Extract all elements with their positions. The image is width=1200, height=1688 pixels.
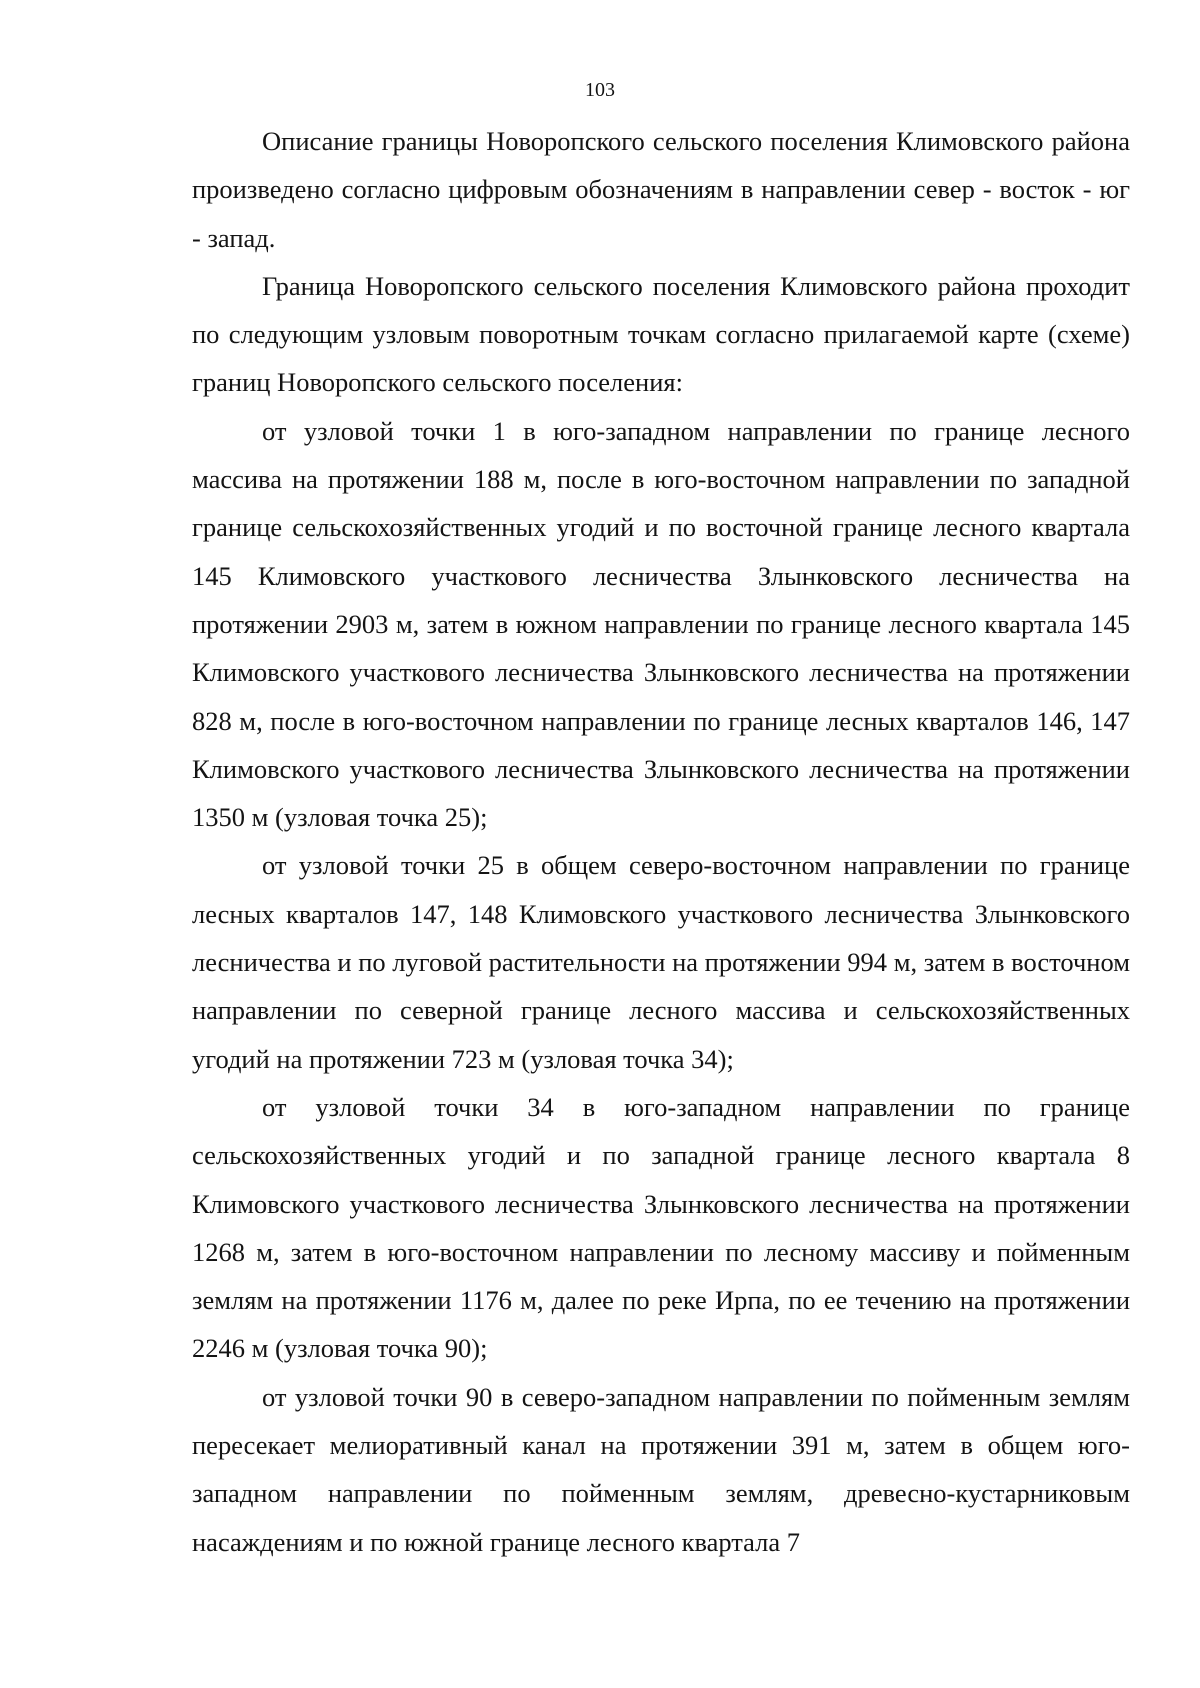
paragraph-boundary-intro: Граница Новоропского сельского поселения Климовского района проходит по следующим узловым поворотным точкам согласно прилагаемой карте (схеме) границ Новоропского сельского поселения: <box>192 270 1130 398</box>
paragraph-description: Описание границы Новоропского сельского поселения Климовского района произведено согласно цифровым обозначениям в направлении север - восток - юг - запад. <box>192 126 1130 253</box>
paragraph-point-90: от узловой точки 90 в северо-западном направлении по пойменным землям пересекает мелиоративный канал на протяжении 391 м, затем в общем юго-западном направлении по пойменным землям, древесно-кустарниковым насаждениям и по южной границе лесного квартала 7 <box>192 1381 1130 1557</box>
paragraph-point-25: от узловой точки 25 в общем северо-восточном направлении по границе лесных кварталов 147, 148 Климовского участкового лесничества Злынковского лесничества и по луговой растительности на протяжении 994 м, затем в восточном направлении по северной границе лесного массива и сельскохозяйственных угодий на протяжении 723 м (узловая точка 34); <box>192 850 1130 1074</box>
paragraph-point-34: от узловой точки 34 в юго-западном направлении по границе сельскохозяйственных угодий и по западной границе лесного квартала 8 Климовского участкового лесничества Злынковского лесничества на протяжении 1268 м, затем в юго-восточном направлении по лесному массиву и пойменным землям на протяжении 1176 м, далее по реке Ирпа, по ее течению на протяжении 2246 м (узловая точка 90); <box>192 1091 1130 1364</box>
paragraph-point-1: от узловой точки 1 в юго-западном направлении по границе лесного массива на протяжении 188 м, после в юго-восточном направлении по западной границе сельскохозяйственных угодий и по восточной границе лесного квартала 145 Климовского участкового лесничества Злынковского лесничества на протяжении 2903 м, затем в южном направлении по границе лесного квартала 145 Климовского участкового лесничества Злынковского лесничества на протяжении 828 м, после в юго-восточном направлении по границе лесных кварталов 146, 147 Климовского участкового лесничества Злынковского лесничества на протяжении 1350 м (узловая точка 25); <box>192 415 1130 833</box>
document-body <box>192 117 1130 1566</box>
page-number: 103 <box>585 79 615 101</box>
